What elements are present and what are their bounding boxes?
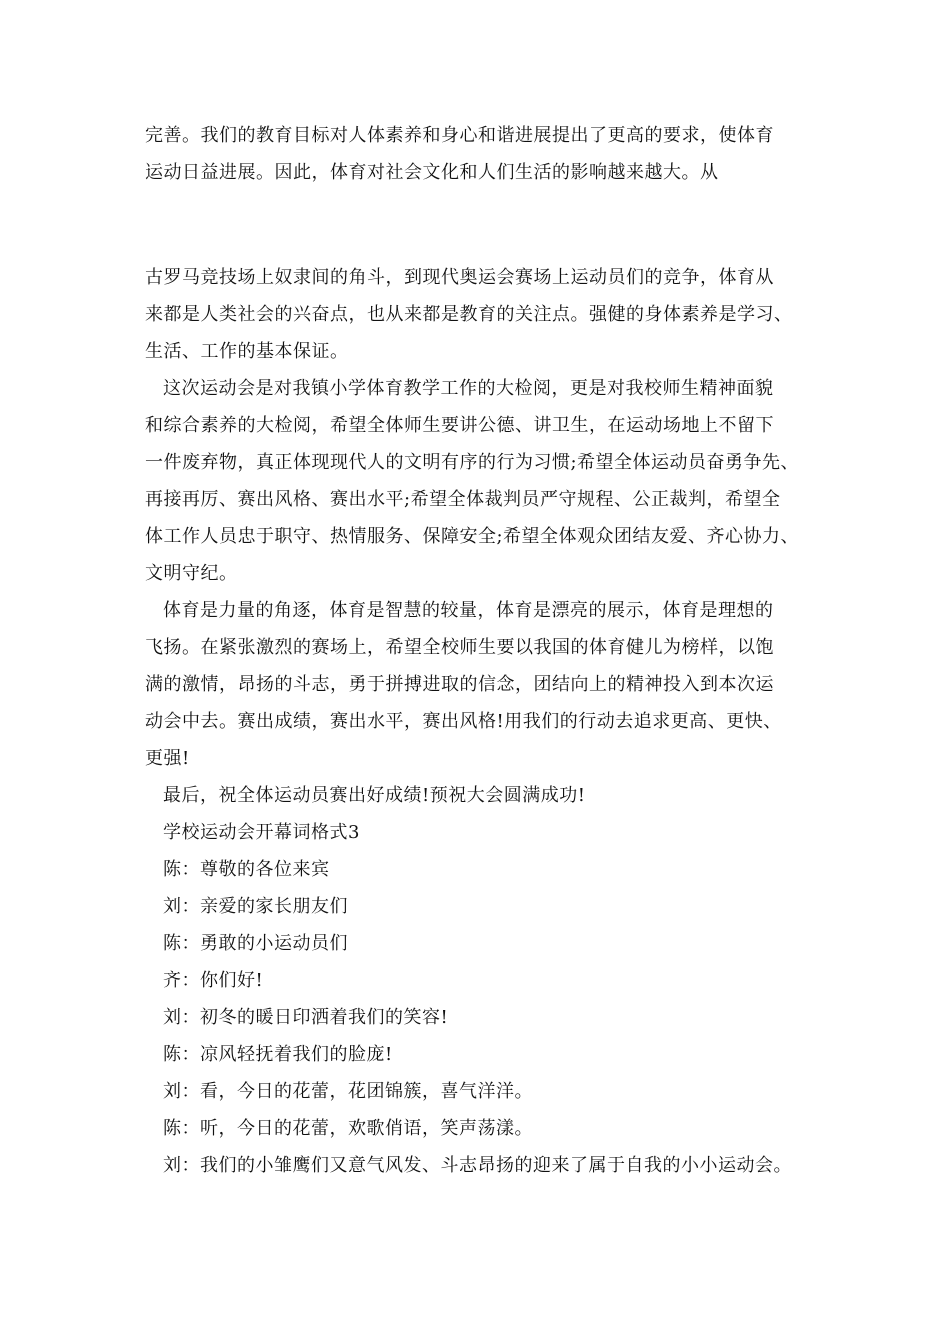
dialogue-line: 陈：凉风轻抚着我们的脸庞! bbox=[163, 1044, 393, 1065]
text-line: 运动日益进展。因此，体育对社会文化和人们生活的影响越来越大。从 bbox=[145, 162, 719, 183]
dialogue-line: 刘：亲爱的家长朋友们 bbox=[163, 896, 348, 917]
dialogue-line: 陈：听，今日的花蕾，欢歌俏语，笑声荡漾。 bbox=[163, 1118, 533, 1139]
dialogue-line: 齐：你们好! bbox=[163, 970, 264, 991]
dialogue-line: 刘：初冬的暖日印洒着我们的笑容! bbox=[163, 1007, 449, 1028]
text-line: 古罗马竞技场上奴隶间的角斗，到现代奥运会赛场上运动员们的竞争，体育从 bbox=[145, 267, 774, 288]
text-line: 更强! bbox=[145, 748, 190, 769]
text-line: 飞扬。在紧张激烈的赛场上，希望全校师生要以我国的体育健儿为榜样，以饱 bbox=[145, 637, 774, 658]
text-line: 动会中去。赛出成绩，赛出水平，赛出风格!用我们的行动去追求更高、更快、 bbox=[145, 711, 782, 732]
text-line: 这次运动会是对我镇小学体育教学工作的大检阅，更是对我校师生精神面貌 bbox=[163, 378, 774, 399]
section-heading: 学校运动会开幕词格式3 bbox=[163, 822, 360, 843]
text-line: 最后，祝全体运动员赛出好成绩!预祝大会圆满成功! bbox=[163, 785, 586, 806]
dialogue-line: 刘：我们的小雏鹰们又意气风发、斗志昂扬的迎来了属于自我的小小运动会。 bbox=[163, 1155, 792, 1176]
text-line: 满的激情，昂扬的斗志，勇于拼搏进取的信念，团结向上的精神投入到本次运 bbox=[145, 674, 774, 695]
text-line: 和综合素养的大检阅，希望全体师生要讲公德、讲卫生，在运动场地上不留下 bbox=[145, 415, 774, 436]
text-line: 来都是人类社会的兴奋点，也从来都是教育的关注点。强健的身体素养是学习、 bbox=[145, 304, 793, 325]
text-line: 完善。我们的教育目标对人体素养和身心和谐进展提出了更高的要求，使体育 bbox=[145, 125, 774, 146]
text-line: 再接再厉、赛出风格、赛出水平;希望全体裁判员严守规程、公正裁判，希望全 bbox=[145, 489, 781, 510]
text-line: 体育是力量的角逐，体育是智慧的较量，体育是漂亮的展示，体育是理想的 bbox=[163, 600, 774, 621]
text-line: 一件废弃物，真正体现现代人的文明有序的行为习惯;希望全体运动员奋勇争先、 bbox=[145, 452, 800, 473]
text-line: 体工作人员忠于职守、热情服务、保障安全;希望全体观众团结友爱、齐心协力、 bbox=[145, 526, 800, 547]
text-line: 文明守纪。 bbox=[145, 563, 238, 584]
text-line: 生活、工作的基本保证。 bbox=[145, 341, 349, 362]
dialogue-line: 陈：勇敢的小运动员们 bbox=[163, 933, 348, 954]
dialogue-line: 刘：看，今日的花蕾，花团锦簇，喜气洋洋。 bbox=[163, 1081, 533, 1102]
dialogue-line: 陈：尊敬的各位来宾 bbox=[163, 859, 330, 880]
